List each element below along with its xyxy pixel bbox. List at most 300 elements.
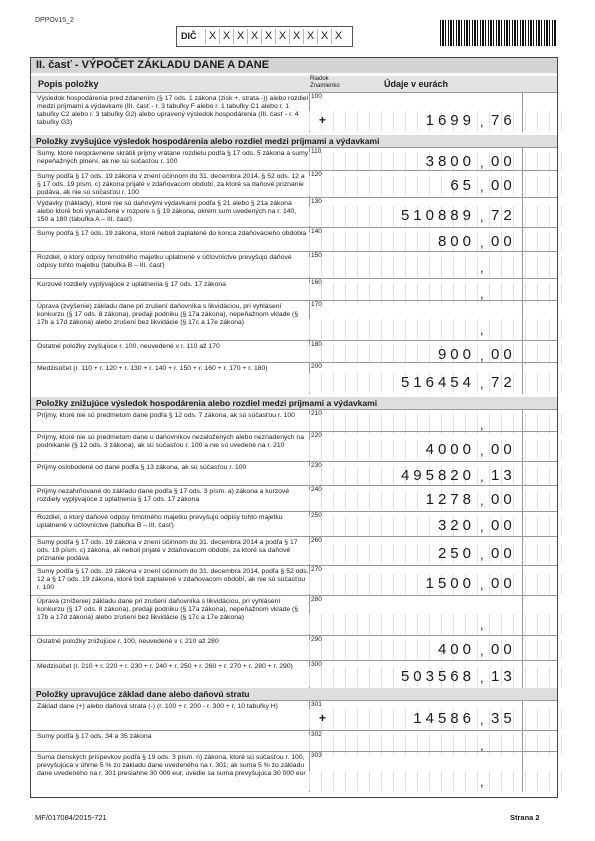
digit-cell — [561, 440, 573, 460]
digit-cell — [561, 319, 573, 339]
digit-cell — [417, 771, 429, 791]
row-line-number: 230 — [311, 462, 322, 469]
digit-cell — [369, 709, 381, 729]
row-description: Ostatné položky znižujúce r. 100, neuvedené v r. 210 až 280 — [37, 638, 219, 645]
form-row-210 — [31, 409, 557, 431]
digit-cell — [381, 440, 393, 460]
amount-integer: 1278 — [425, 491, 475, 508]
form-row-150 — [31, 251, 557, 278]
row-description: Sumy, ktoré neoprávnene skrátili príjmy vrátane rozdielu podľa § 17 ods. 5 zákona a sumy nepeňažných plnení, ak nie sú súčasťou r. 100 — [37, 150, 309, 165]
digit-cell — [537, 709, 549, 729]
digit-cell — [345, 614, 357, 634]
row-line-number: 200 — [311, 363, 322, 370]
digit-cell — [321, 544, 333, 564]
digit-cell — [561, 373, 573, 393]
digit-cell — [561, 544, 573, 564]
form-code: DPPOv15_2 — [35, 17, 74, 24]
digit-cell — [561, 111, 573, 131]
digit-cell — [429, 771, 441, 791]
decimal-comma: , — [480, 577, 484, 592]
row-line-number: 100 — [311, 93, 322, 100]
digit-cell — [321, 152, 333, 172]
digit-cell — [369, 440, 381, 460]
digit-cell — [393, 440, 405, 460]
dic-cell: X — [219, 29, 233, 44]
digit-cell — [393, 574, 405, 594]
digit-cell — [405, 614, 417, 634]
digit-cell — [513, 614, 525, 634]
digit-cell — [345, 516, 357, 536]
amount-decimal: 76 — [491, 112, 516, 129]
digit-cell — [417, 232, 429, 252]
dic-input[interactable] — [205, 29, 345, 44]
digit-cell — [561, 232, 573, 252]
digit-cell — [357, 490, 369, 510]
amount-integer: 800 — [437, 233, 475, 250]
digit-cell — [393, 257, 405, 277]
digit-cell — [369, 574, 381, 594]
decimal-comma: , — [480, 322, 484, 337]
digit-cell — [549, 176, 561, 196]
digit-cell — [381, 152, 393, 172]
digit-cell — [333, 111, 345, 131]
dic-cell: X — [317, 29, 331, 44]
digit-cell — [321, 466, 333, 486]
digit-cell — [333, 466, 345, 486]
digit-cell — [345, 544, 357, 564]
digit-cell — [333, 257, 345, 277]
digit-cell — [357, 152, 369, 172]
digit-cell — [393, 771, 405, 791]
row-description: Príjmy nezahrňované do základu dane podľa § 17 ods. 3 písm. a) zákona a kurzové rozdiely vyplývajúce z uplatnenia § 17 ods. 17 zákona — [37, 488, 290, 503]
digit-cell — [345, 206, 357, 226]
digit-cell — [357, 111, 369, 131]
digit-cell — [321, 614, 333, 634]
digit-cell — [549, 544, 561, 564]
digit-cell — [561, 490, 573, 510]
decimal-comma: , — [480, 617, 484, 632]
row-description: Úprava (zvýšenie) základu dane pri zrušení daňovníka s likvidáciou, pri vyhlásení konkurzu (§ 17 ods. 8 zákona), predaji podniku (§ 17a zákona), nepeňažnom vklade (§ 17b a 17d zákona) alebo zrušení bez likvidácie (§ 17c a 17e zákona) — [37, 303, 299, 326]
digit-cell — [321, 516, 333, 536]
digit-cell — [453, 771, 465, 791]
form-row-200 — [31, 362, 557, 394]
digit-cell — [309, 490, 321, 510]
digit-cell — [321, 574, 333, 594]
row-description: Suma členských príspevkov podľa § 19 ods. 3 písm. n) zákona, ktoré sú súčasťou r. 100, prevyšujúca v úhrne 5 % zo základu dane uvedeného na r. 301; ak suma 5 % zo základu dane uvedeného na r. 301 presiahne 30 000 eur, uvedie sa suma prevyšujúca 30 000 eur — [37, 754, 306, 777]
digit-cell — [381, 111, 393, 131]
digit-cell — [405, 257, 417, 277]
form-row-270 — [31, 565, 557, 595]
row-line-number: 303 — [311, 752, 322, 759]
digit-cell — [441, 771, 453, 791]
digit-cell — [429, 319, 441, 339]
digit-cell — [309, 257, 321, 277]
digit-cell — [537, 640, 549, 660]
digit-cell — [393, 111, 405, 131]
amount-input[interactable] — [309, 614, 573, 634]
digit-cell — [321, 319, 333, 339]
digit-cell — [345, 152, 357, 172]
digit-cell — [357, 614, 369, 634]
row-line-number: 302 — [311, 731, 322, 738]
row-line-number: 180 — [311, 341, 322, 348]
digit-cell — [369, 319, 381, 339]
form-row-110 — [31, 147, 557, 170]
amount-integer: 400 — [437, 641, 475, 658]
dic-cell: X — [205, 29, 219, 44]
digit-cell — [537, 667, 549, 687]
decimal-comma: , — [480, 286, 484, 301]
digit-cell — [333, 440, 345, 460]
decimal-comma: , — [480, 774, 484, 789]
digit-cell — [381, 667, 393, 687]
row-line-number: 210 — [311, 410, 322, 417]
row-description: Medzisúčet (r. 110 + r. 120 + r. 130 + r. 140 + r. 150 + r. 160 + r. 170 + r. 180) — [37, 365, 268, 372]
digit-cell — [561, 152, 573, 172]
digit-cell — [321, 771, 333, 791]
digit-cell — [441, 614, 453, 634]
amount-integer: 4000 — [425, 441, 475, 458]
amount-integer: 320 — [437, 517, 475, 534]
form-row-260 — [31, 536, 557, 565]
amount-decimal: 00 — [491, 441, 516, 458]
digit-cell — [333, 319, 345, 339]
row-line-number: 290 — [311, 636, 322, 643]
digit-cell — [393, 319, 405, 339]
amount-decimal: 00 — [491, 491, 516, 508]
amount-input[interactable] — [309, 771, 573, 791]
digit-cell — [357, 440, 369, 460]
digit-cell — [309, 152, 321, 172]
header-udaje: Údaje v eurách — [384, 79, 449, 89]
digit-cell — [525, 466, 537, 486]
row-description: Sumy podľa § 17 ods. 19 zákona v znení účinnom do 31. decembra 2014, podľa § 52 ods. 12 a § 17 ods. 19 zákona, ktoré boli zaplatené v zdaňovacom období, ak nie sú súčasťou r. 100 — [37, 568, 309, 591]
digit-cell — [525, 111, 537, 131]
digit-cell — [561, 771, 573, 791]
digit-cell — [393, 544, 405, 564]
digit-cell — [561, 466, 573, 486]
digit-cell — [381, 257, 393, 277]
digit-cell — [393, 709, 405, 729]
digit-cell — [549, 614, 561, 634]
digit-cell — [429, 176, 441, 196]
row-line-number: 110 — [311, 148, 322, 155]
row-line-number: 120 — [311, 171, 322, 178]
amount-decimal: 00 — [491, 177, 516, 194]
decimal-comma: , — [480, 519, 484, 534]
digit-cell — [345, 709, 357, 729]
row-description: Sumy podľa § 17 ods. 19 zákona v znení účinnom do 31. decembra 2014, § 52 ods. 12 a § 17 ods. 19 písm. c) zákona prijaté v zdaňovacom období, za ktoré sa daňové priznanie podáva, ak nie sú súčasťou r. 100 — [37, 173, 305, 196]
row-description: Výsledok hospodárenia pred zdanením (§ 17 ods. 1 zákona (zisk +, strata -)) alebo rozdiel medzi príjmami a výdavkami (III. časť - r. 3 tabuľky F alebo r. 1 tabuľky C1 alebo r. 1 tabuľky C2 alebo r. 3 tabuľky G2) alebo upravený výsledok hospodárenia (III. časť - r. 4 tabuľky G3) — [37, 95, 309, 126]
digit-cell — [489, 319, 501, 339]
digit-cell — [381, 466, 393, 486]
amount-decimal: 00 — [491, 641, 516, 658]
row-description: Sumy podľa § 17 ods. 19 zákona v znení účinnom do 31. decembra 2014 a podľa § 17 ods. 19 písm. c) zákona, ak neboli prijaté v zdaňovacom období, za ktoré sa daňové priznanie podáva — [37, 539, 298, 562]
amount-input[interactable] — [309, 257, 573, 277]
digit-cell — [345, 771, 357, 791]
dic-cell: X — [261, 29, 275, 44]
digit-cell — [561, 735, 573, 755]
digit-cell — [561, 640, 573, 660]
header-riadok: Riadok Znamienko — [310, 76, 340, 89]
dic-cell: X — [289, 29, 303, 44]
amount-input[interactable] — [309, 319, 573, 339]
form-row-130 — [31, 197, 557, 227]
section-increase: Položky zvyšujúce výsledok hospodárenia alebo rozdiel medzi príjmami a výdavkami — [31, 135, 557, 147]
row-line-number: 260 — [311, 537, 322, 544]
digit-cell — [501, 319, 513, 339]
digit-cell — [417, 640, 429, 660]
digit-cell — [345, 640, 357, 660]
digit-cell — [369, 490, 381, 510]
amount-decimal: 00 — [491, 233, 516, 250]
digit-cell — [309, 667, 321, 687]
form-row-290 — [31, 635, 557, 660]
digit-cell — [345, 232, 357, 252]
digit-cell — [309, 640, 321, 660]
digit-cell — [393, 614, 405, 634]
digit-cell — [393, 516, 405, 536]
digit-cell — [465, 771, 477, 791]
row-description: Sumy podľa § 17 ods. 34 a 35 zákona — [37, 733, 152, 740]
amount-integer: 510889 — [400, 207, 475, 224]
digit-cell — [321, 490, 333, 510]
digit-cell — [537, 373, 549, 393]
amount-decimal: 35 — [491, 710, 516, 727]
decimal-comma: , — [480, 155, 484, 170]
row-description: Kurzové rozdiely vyplývajúce z uplatnenia § 17 ods. 17 zákona — [37, 281, 226, 288]
digit-cell — [309, 614, 321, 634]
digit-cell — [345, 667, 357, 687]
amount-decimal: 00 — [491, 517, 516, 534]
digit-cell — [525, 257, 537, 277]
row-description: Výdavky (náklady), ktoré nie sú daňovými výdavkami podľa § 21 alebo § 21a zákona alebo ktoré boli vynaložené v rozpore s § 19 zákona, okrem sum uvedených na r. 140, 150 a 180 (tabuľka A – III. časť) — [37, 200, 297, 223]
amount-integer: 65 — [450, 177, 475, 194]
digit-cell — [333, 771, 345, 791]
digit-cell — [549, 373, 561, 393]
digit-cell — [345, 466, 357, 486]
digit-cell — [381, 640, 393, 660]
row-line-number: 140 — [311, 228, 322, 235]
digit-cell — [309, 771, 321, 791]
digit-cell — [357, 709, 369, 729]
digit-cell — [549, 490, 561, 510]
digit-cell — [465, 614, 477, 634]
digit-cell — [549, 232, 561, 252]
digit-cell — [537, 516, 549, 536]
digit-cell — [513, 319, 525, 339]
digit-cell — [405, 111, 417, 131]
digit-cell — [525, 440, 537, 460]
digit-cell — [393, 640, 405, 660]
digit-cell — [549, 640, 561, 660]
form-row-100 — [31, 92, 557, 132]
amount-integer: 14586 — [413, 710, 475, 727]
digit-cell — [489, 771, 501, 791]
digit-cell — [537, 257, 549, 277]
digit-cell — [393, 232, 405, 252]
digit-cell — [549, 667, 561, 687]
digit-cell — [525, 232, 537, 252]
row-line-number: 270 — [311, 566, 322, 573]
digit-cell — [345, 111, 357, 131]
digit-cell — [525, 574, 537, 594]
digit-cell — [309, 176, 321, 196]
decimal-comma: , — [480, 670, 484, 685]
digit-cell — [357, 544, 369, 564]
digit-cell — [453, 257, 465, 277]
digit-cell — [309, 206, 321, 226]
digit-cell — [381, 373, 393, 393]
decimal-comma: , — [480, 547, 484, 562]
form-row-140 — [31, 227, 557, 251]
digit-cell — [561, 709, 573, 729]
digit-cell — [333, 152, 345, 172]
amount-decimal: 13 — [491, 668, 516, 685]
row-description: Rozdiel, o ktorý daňové odpisy hmotného majetku prevyšujú odpisy tohto majetku uplatnené v účtovníctve (tabuľka B – III. časť) — [37, 514, 283, 529]
digit-cell — [333, 709, 345, 729]
digit-cell — [369, 516, 381, 536]
digit-cell — [321, 206, 333, 226]
digit-cell — [453, 319, 465, 339]
amount-decimal: 13 — [491, 467, 516, 484]
digit-cell — [537, 466, 549, 486]
decimal-comma: , — [480, 738, 484, 753]
amount-decimal: 72 — [491, 374, 516, 391]
digit-cell — [537, 232, 549, 252]
decimal-comma: , — [480, 348, 484, 363]
digit-cell — [549, 574, 561, 594]
digit-cell — [333, 574, 345, 594]
digit-cell — [369, 640, 381, 660]
digit-cell — [345, 176, 357, 196]
digit-cell — [309, 466, 321, 486]
digit-cell — [561, 257, 573, 277]
row-line-number: 300 — [311, 661, 322, 668]
digit-cell — [381, 614, 393, 634]
barcode — [440, 20, 556, 46]
digit-cell — [369, 466, 381, 486]
digit-cell — [525, 152, 537, 172]
digit-cell — [549, 111, 561, 131]
digit-cell — [489, 257, 501, 277]
form-row-250 — [31, 511, 557, 536]
row-line-number: 160 — [311, 279, 322, 286]
digit-cell — [309, 544, 321, 564]
digit-cell — [405, 574, 417, 594]
row-description: Príjmy, ktoré nie sú predmetom dane u daňovníkov nezaložených alebo nezriadených na podnikanie (§ 12 ods. 3 zákona), ak sú súčasťou r. 100 a nie sú uvedené na r. 210 — [37, 434, 304, 449]
digit-cell — [489, 614, 501, 634]
digit-cell — [405, 152, 417, 172]
digit-cell — [537, 152, 549, 172]
digit-cell — [537, 614, 549, 634]
digit-cell — [369, 232, 381, 252]
digit-cell — [513, 257, 525, 277]
digit-cell — [321, 257, 333, 277]
digit-cell — [561, 614, 573, 634]
digit-cell — [429, 257, 441, 277]
dic-cell: X — [247, 29, 261, 44]
digit-cell — [321, 667, 333, 687]
digit-cell — [417, 257, 429, 277]
digit-cell — [357, 319, 369, 339]
amount-integer: 3800 — [425, 153, 475, 170]
digit-cell — [381, 490, 393, 510]
decimal-comma: , — [480, 417, 484, 432]
decimal-comma: , — [480, 443, 484, 458]
digit-cell — [369, 373, 381, 393]
digit-cell — [357, 667, 369, 687]
amount-decimal: 00 — [491, 153, 516, 170]
sign-field[interactable]: + — [319, 711, 327, 725]
digit-cell — [417, 319, 429, 339]
digit-cell — [345, 574, 357, 594]
digit-cell — [309, 440, 321, 460]
row-description: Rozdiel, o ktorý odpisy hmotného majetku uplatnené v účtovníctve prevyšujú daňové odpisy tohto majetku (tabuľka B – III. časť) — [37, 254, 292, 269]
digit-cell — [549, 152, 561, 172]
digit-cell — [369, 667, 381, 687]
amount-input[interactable] — [309, 176, 573, 196]
decimal-comma: , — [480, 209, 484, 224]
digit-cell — [381, 544, 393, 564]
row-line-number: 280 — [311, 596, 322, 603]
digit-cell — [357, 574, 369, 594]
row-line-number: 240 — [311, 486, 322, 493]
digit-cell — [357, 771, 369, 791]
digit-cell — [501, 614, 513, 634]
dic-cell: X — [303, 29, 317, 44]
form-id: MF/017084/2015-721 — [35, 813, 107, 822]
digit-cell — [309, 373, 321, 393]
amount-decimal: 00 — [491, 545, 516, 562]
form-row-302 — [31, 730, 557, 751]
digit-cell — [381, 176, 393, 196]
digit-cell — [381, 319, 393, 339]
section-adjust: Položky upravujúce základ dane alebo daňovú stratu — [31, 688, 557, 700]
digit-cell — [405, 176, 417, 196]
digit-cell — [381, 771, 393, 791]
digit-cell — [525, 206, 537, 226]
digit-cell — [357, 640, 369, 660]
digit-cell — [441, 257, 453, 277]
header-popis: Popis položky — [38, 79, 99, 89]
digit-cell — [381, 516, 393, 536]
digit-cell — [549, 206, 561, 226]
digit-cell — [369, 544, 381, 564]
digit-cell — [549, 516, 561, 536]
row-description: Úprava (zníženie) základu dane pri zrušení daňovníka s likvidáciou, pri vyhlásení konkurzu (§ 17 ods. 8 zákona), predaji podniku (§ 17a zákona), nepeňažnom vklade (§ 17b a 17d zákona) alebo zrušení bez likvidácie (§ 17c a 17e zákona) — [37, 598, 299, 621]
digit-cell — [537, 574, 549, 594]
digit-cell — [381, 709, 393, 729]
sign-field[interactable]: + — [319, 113, 327, 127]
form-row-300 — [31, 660, 557, 688]
row-line-number: 250 — [311, 512, 322, 519]
column-header — [31, 76, 557, 92]
digit-cell — [309, 574, 321, 594]
digit-cell — [417, 544, 429, 564]
digit-cell — [525, 373, 537, 393]
digit-cell — [525, 544, 537, 564]
digit-cell — [333, 544, 345, 564]
digit-cell — [345, 440, 357, 460]
decimal-comma: , — [480, 643, 484, 658]
amount-integer: 1500 — [425, 575, 475, 592]
digit-cell — [561, 414, 573, 434]
digit-cell — [525, 319, 537, 339]
digit-cell — [333, 667, 345, 687]
digit-cell — [345, 373, 357, 393]
digit-cell — [309, 516, 321, 536]
